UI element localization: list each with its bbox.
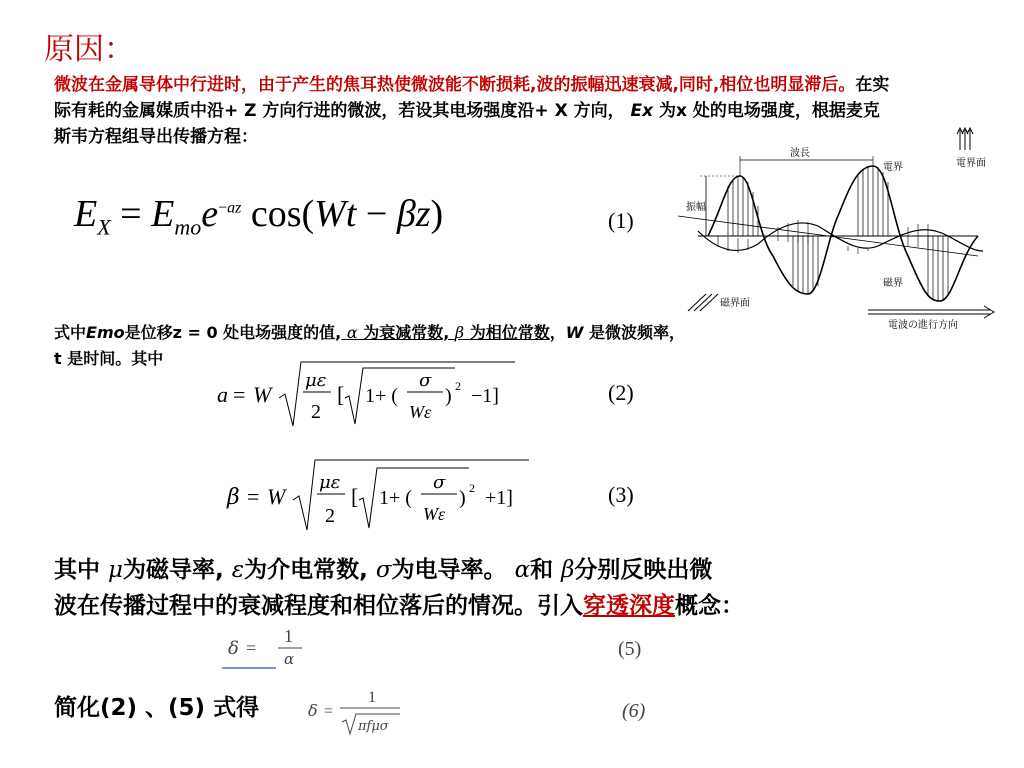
exp-text-g: 波在传播过程中的衰减程度和相位落后的情况。引入 <box>54 593 583 619</box>
svg-text:Wε: Wε <box>423 504 446 524</box>
svg-text:1+ (: 1+ ( <box>379 487 412 509</box>
equation-6-label: (6) <box>622 700 646 722</box>
svg-text:1: 1 <box>368 689 376 706</box>
e-field-hatch <box>728 166 948 301</box>
m-plane-label: 磁界面 <box>720 298 750 309</box>
equation-1-label: (1) <box>608 208 634 233</box>
intro-red-text: 微波在金属导体中行进时，由于产生的焦耳热使微波能不断损耗,波的振幅迅速衰减,同时,相位也明显滞后。 <box>54 75 856 95</box>
svg-text:2: 2 <box>455 379 461 393</box>
svg-text:): ) <box>445 385 452 407</box>
def-text-e: ， <box>549 323 566 342</box>
exp-text-h: 概念： <box>675 593 744 619</box>
intro-text-a: 在实际有耗的金属媒质中沿+ Z 方向行进的微波，若设其电场强度沿+ X 方向， <box>54 75 890 121</box>
m-field-wave <box>698 223 983 251</box>
definition-paragraph: 式中Emo是位移z = 0 处电场强度的值, α 为衰减常数, β 为相位常数，W 是微波频率， t 是时间。其中 <box>54 323 685 368</box>
def-text-g: t 是时间。其中 <box>54 349 164 368</box>
e-field-wave <box>708 166 978 301</box>
svg-text:[: [ <box>351 484 359 509</box>
equation-6 <box>304 684 404 744</box>
svg-text:με: με <box>319 472 341 493</box>
def-text-d: 为相位常数 <box>469 323 550 342</box>
wavelength-label: 波長 <box>790 148 810 159</box>
wave-figure <box>678 126 998 336</box>
direction-arrow <box>868 306 994 318</box>
equation-2-label: (2) <box>608 380 634 405</box>
svg-text:β: β <box>227 485 240 510</box>
svg-text:+1]: +1] <box>485 487 513 509</box>
def-text-f: 是微波频率， <box>583 323 685 342</box>
m-field-label: 磁界 <box>883 278 903 289</box>
penetration-depth-link[interactable]: 穿透深度 <box>583 593 675 619</box>
svg-text:W: W <box>267 484 286 509</box>
emo-symbol: Emo <box>86 323 125 342</box>
svg-text:σ: σ <box>419 370 432 391</box>
equation-5-label: (5) <box>618 638 642 660</box>
exp-text-a: 其中 <box>54 557 100 583</box>
svg-text:δ: δ <box>228 638 239 659</box>
svg-text:=: = <box>247 484 260 509</box>
equation-2 <box>215 358 525 436</box>
exp-text-c: 为介电常数, <box>244 557 368 583</box>
svg-text:W: W <box>253 382 272 407</box>
exp-text-f: 分别反映出微 <box>574 557 713 583</box>
svg-text:Wε: Wε <box>409 402 432 422</box>
svg-text:α: α <box>284 650 295 668</box>
def-text-b: 是位移z = 0 处电场强度的值, <box>124 323 342 342</box>
equation-5 <box>222 624 312 674</box>
equation-1: $E_X = E_{mo}e^{-az}$ cos(Wt − βz) <box>74 193 444 240</box>
simplify-text: 简化(2) 、(5) 式得 <box>54 695 260 721</box>
slide-title: 原因： <box>44 32 134 67</box>
svg-text:=: = <box>233 382 246 407</box>
svg-text:2: 2 <box>469 481 475 495</box>
svg-text:2: 2 <box>311 401 321 423</box>
m-plane-arrows <box>688 294 718 311</box>
svg-text:=: = <box>246 638 257 658</box>
svg-text:[: [ <box>337 382 345 407</box>
svg-text:=: = <box>324 703 334 720</box>
e-field-label: 電界 <box>883 162 903 173</box>
exp-text-d: 为电导率。 <box>391 557 507 583</box>
svg-text:1+ (: 1+ ( <box>365 385 398 407</box>
svg-text:δ: δ <box>308 701 318 720</box>
w-symbol: W <box>565 323 584 342</box>
svg-text:2: 2 <box>325 505 335 527</box>
exp-text-e: 和 <box>530 557 554 583</box>
svg-text:πfμσ: πfμσ <box>358 719 389 734</box>
e-plane-arrows <box>957 128 973 150</box>
amplitude-label: 振幅 <box>686 202 706 213</box>
svg-text:−1]: −1] <box>471 385 499 407</box>
intro-text-b: 为x 处的电场强度，根据麦克斯韦方程组导出传播方程： <box>54 101 880 147</box>
equation-3-label: (3) <box>608 482 634 507</box>
ex-symbol: Ex <box>630 101 654 121</box>
svg-text:με: με <box>305 370 327 391</box>
svg-text:a: a <box>217 382 228 407</box>
def-text-a: 式中 <box>54 323 87 342</box>
svg-text:σ: σ <box>433 472 446 493</box>
equation-3 <box>225 456 535 540</box>
svg-text:): ) <box>459 487 466 509</box>
def-text-c: 为衰减常数, <box>363 323 450 342</box>
exp-text-b: 为磁导率, <box>122 557 224 583</box>
svg-text:1: 1 <box>284 626 293 646</box>
explanation-paragraph: 其中 μ为磁导率, ε为介电常数, σ为电导率。 α和 β分别反映出微 波在传播过程中的衰减程度和相位落后的情况。引入穿透深度概念： <box>54 557 744 619</box>
direction-label: 電波の進行方向 <box>888 320 958 331</box>
e-plane-label: 電界面 <box>956 158 986 169</box>
